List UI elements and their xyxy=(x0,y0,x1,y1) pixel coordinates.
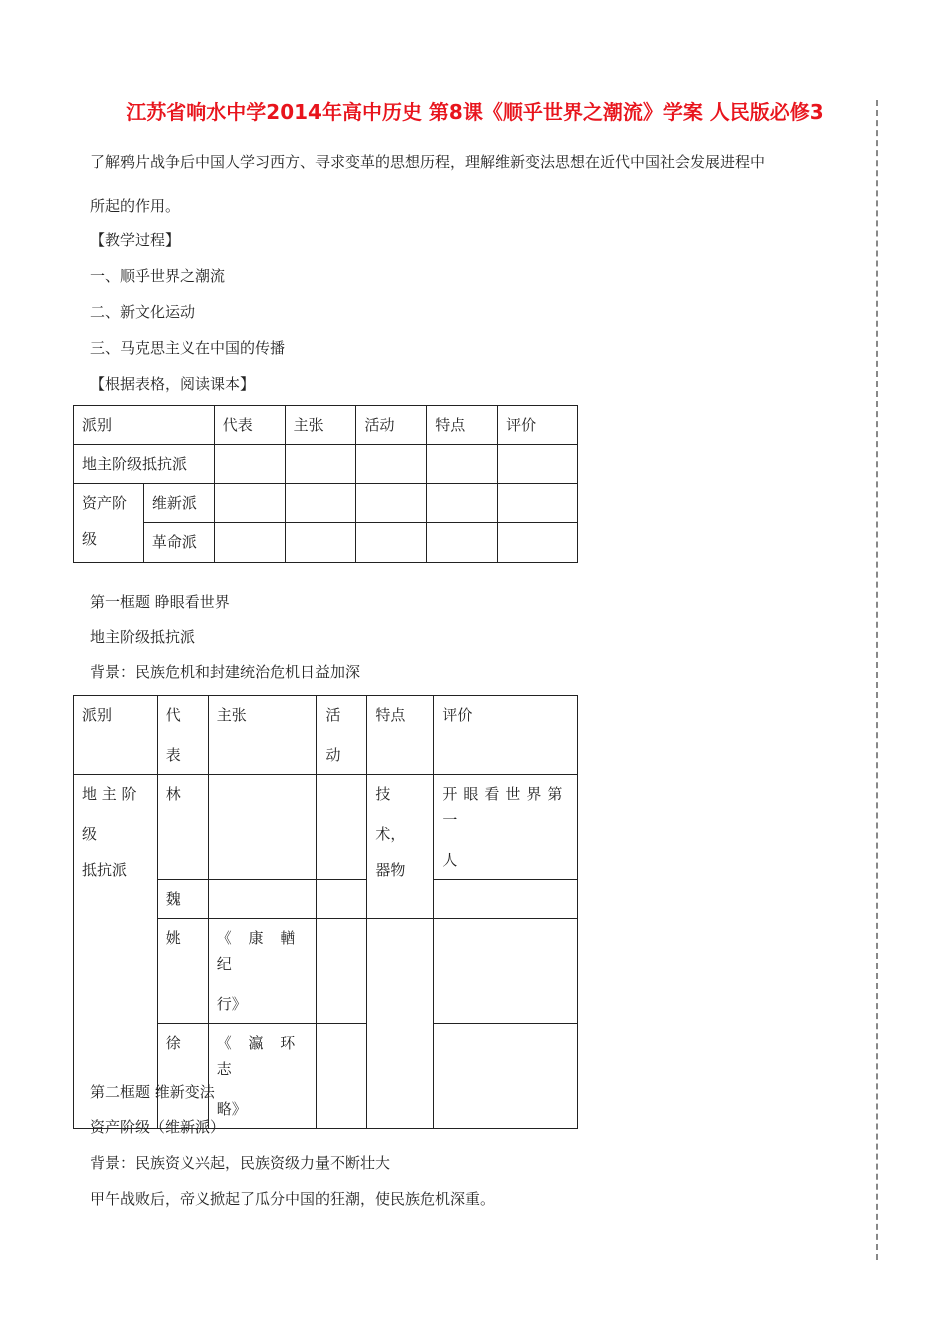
table-cell xyxy=(498,484,578,523)
section-2-heading: 第二框题 维新变法 xyxy=(90,1083,215,1101)
eval-lin-line-1: 开眼看世界第一 xyxy=(442,785,569,829)
claim-xu-line-2: 略》 xyxy=(216,1100,247,1118)
table-row xyxy=(74,445,578,484)
faction-line-1: 地 主 阶 xyxy=(82,785,137,803)
faction-line-3: 抵抗派 xyxy=(82,861,128,879)
table-cell xyxy=(356,445,427,484)
claim-yao xyxy=(208,919,317,1024)
table-cell xyxy=(427,484,498,523)
header-activity: 活动 xyxy=(356,406,427,445)
process-heading: 【教学过程】 xyxy=(90,231,181,249)
table-row xyxy=(74,775,578,880)
header-representative: 代表 xyxy=(214,406,285,445)
table-cell xyxy=(208,775,317,880)
header-claim: 主张 xyxy=(285,406,356,445)
table-cell xyxy=(285,484,356,523)
table-cell xyxy=(434,880,578,919)
objective-line-1: 了解鸦片战争后中国人学习西方、寻求变革的思想历程，理解维新变法思想在近代中国社会发展进程中 xyxy=(90,153,766,171)
header-activity-line-2: 动 xyxy=(325,746,341,764)
claim-xu xyxy=(208,1024,317,1129)
table-cell xyxy=(498,523,578,563)
header-feature: 特点 xyxy=(427,406,498,445)
table-cell xyxy=(285,445,356,484)
table-cell xyxy=(214,445,285,484)
table-cell xyxy=(214,484,285,523)
faction-line-2: 级 xyxy=(82,825,98,843)
header-activity xyxy=(317,696,367,775)
factions-overview-table xyxy=(73,405,578,563)
group-bourgeois xyxy=(74,484,144,563)
header-evaluation: 评价 xyxy=(434,696,578,775)
table-cell xyxy=(208,880,317,919)
claim-yao-line-2: 行》 xyxy=(216,995,247,1013)
table-heading: 【根据表格，阅读课本】 xyxy=(90,375,256,393)
group-bourgeois-line-2: 级 xyxy=(82,530,98,548)
outline-item-2: 二、新文化运动 xyxy=(90,303,196,321)
header-faction: 派别 xyxy=(74,696,158,775)
header-representative-line-2: 表 xyxy=(165,746,181,764)
row-revolutionaries: 革命派 xyxy=(143,523,214,563)
section-2-subheading: 资产阶级（维新派） xyxy=(90,1118,226,1136)
eval-lin xyxy=(434,775,578,880)
table-cell xyxy=(356,523,427,563)
header-feature: 特点 xyxy=(367,696,434,775)
header-activity-line-1: 活 xyxy=(325,706,341,724)
header-representative xyxy=(157,696,208,775)
section-2-background: 背景：民族资义兴起，民族资级力量不断壮大 xyxy=(90,1154,391,1172)
table-cell xyxy=(317,919,367,1024)
group-bourgeois-line-1: 资产阶 xyxy=(82,494,128,512)
rep-xu: 徐 xyxy=(157,1024,208,1129)
rep-wei: 魏 xyxy=(157,880,208,919)
section-1-background: 背景：民族危机和封建统治危机日益加深 xyxy=(90,663,361,681)
page-margin-dashed-line xyxy=(876,100,878,1260)
table-cell xyxy=(434,919,578,1024)
table-cell xyxy=(317,775,367,880)
table-cell xyxy=(214,523,285,563)
row-landlord-resistance: 地主阶级抵抗派 xyxy=(74,445,215,484)
rep-yao: 姚 xyxy=(157,919,208,1024)
feature-technology xyxy=(367,775,434,919)
header-representative-line-1: 代 xyxy=(165,706,181,724)
rep-lin: 林 xyxy=(157,775,208,880)
claim-xu-line-1: 《 瀛 环 志 xyxy=(216,1034,302,1078)
table-cell xyxy=(317,880,367,919)
feature-line-1: 技 xyxy=(375,785,391,803)
table-cell xyxy=(427,445,498,484)
header-claim: 主张 xyxy=(208,696,317,775)
objective-line-2: 所起的作用。 xyxy=(90,197,181,215)
document-title: 江苏省响水中学2014年高中历史 第8课《顺乎世界之潮流》学案 人民版必修3 xyxy=(126,100,824,124)
feature-line-3: 器物 xyxy=(375,861,406,879)
faction-landlord-resistance xyxy=(74,775,158,1129)
table-row xyxy=(74,523,578,563)
eval-lin-line-2: 人 xyxy=(442,851,458,869)
header-evaluation: 评价 xyxy=(498,406,578,445)
outline-item-3: 三、马克思主义在中国的传播 xyxy=(90,339,286,357)
table-cell xyxy=(317,1024,367,1129)
landlord-resistance-table xyxy=(73,695,578,1129)
outline-item-1: 一、顺乎世界之潮流 xyxy=(90,267,226,285)
section-1-subheading: 地主阶级抵抗派 xyxy=(90,628,196,646)
feature-line-2: 术， xyxy=(375,825,406,843)
section-2-line: 甲午战败后，帝义掀起了瓜分中国的狂潮，使民族危机深重。 xyxy=(90,1190,496,1208)
table-cell xyxy=(285,523,356,563)
section-1-heading: 第一框题 睁眼看世界 xyxy=(90,593,230,611)
row-reformists: 维新派 xyxy=(143,484,214,523)
table-cell xyxy=(434,1024,578,1129)
table-row xyxy=(74,484,578,523)
table-header-row xyxy=(74,696,578,775)
table-cell xyxy=(498,445,578,484)
header-faction: 派别 xyxy=(74,406,215,445)
table-header-row xyxy=(74,406,578,445)
table-cell xyxy=(367,919,434,1129)
claim-yao-line-1: 《 康 輶 纪 xyxy=(216,929,302,973)
table-cell xyxy=(427,523,498,563)
table-cell xyxy=(356,484,427,523)
